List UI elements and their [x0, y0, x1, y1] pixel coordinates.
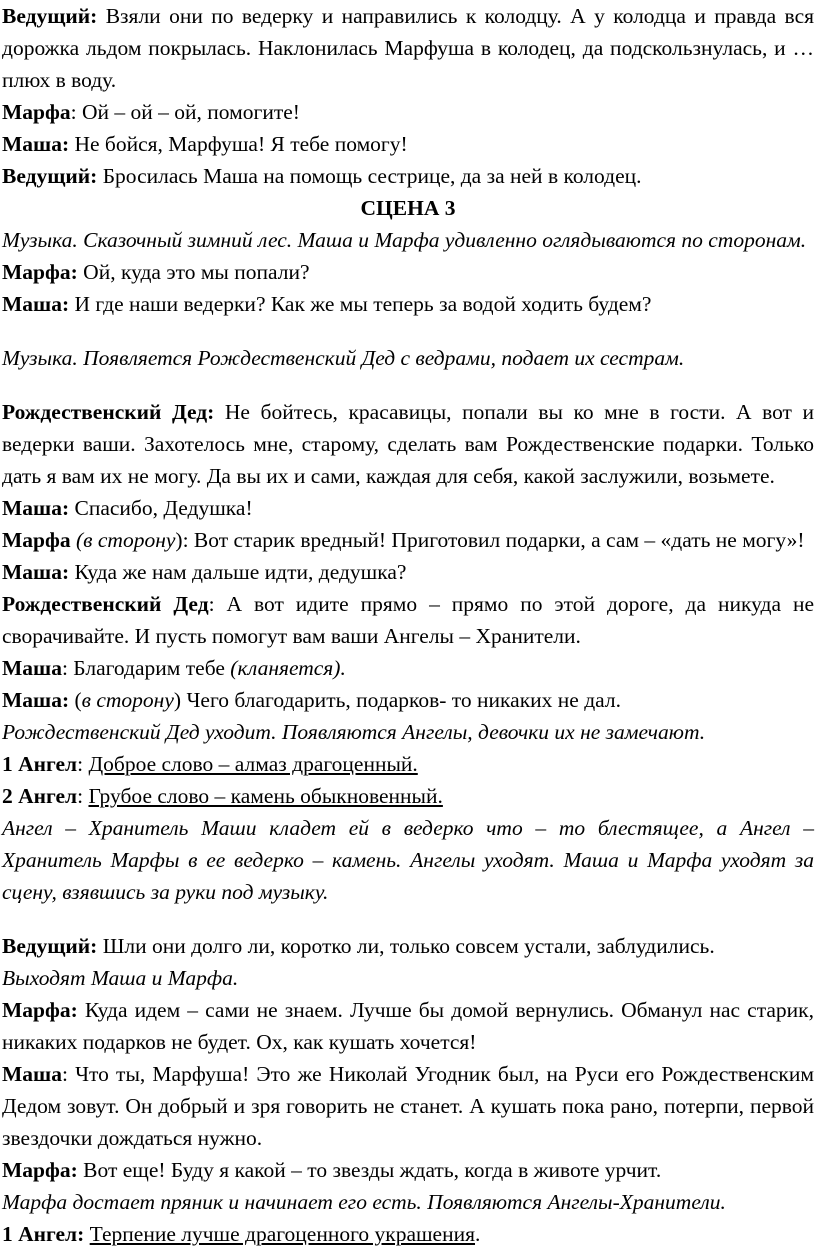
- speaker-marfa: Марфа:: [2, 260, 78, 284]
- line-masha: Маша: Благодарим тебе (кланяется).: [2, 656, 346, 680]
- speaker-marfa: Марфа:: [2, 1158, 78, 1182]
- speaker-masha: Маша:: [2, 132, 70, 156]
- line-masha: Маша: И где наши ведерки? Как же мы теперь за водой ходить будем?: [2, 292, 652, 316]
- speaker-narrator: Ведущий:: [2, 164, 98, 188]
- stage-direction: Музыка. Появляется Рождественский Дед с ведрами, подает их сестрам.: [2, 346, 685, 370]
- speaker-marfa: Марфа: [2, 100, 71, 124]
- speaker-marfa: Марфа: [2, 528, 71, 552]
- speaker-angel1: 1 Ангел: [2, 752, 78, 776]
- line-angel1: 1 Ангел: Доброе слово – алмаз драгоценный.: [2, 752, 418, 776]
- stage-direction: Выходят Маша и Марфа.: [2, 966, 239, 990]
- line-narrator: Ведущий: Взяли они по ведерку и направились к колодцу. А у колодца и правда вся дорожка льдом покрылась. Наклонилась Марфуша в колодец, да подскользнулась, и …плюх в воду.: [2, 4, 814, 92]
- line-ded: Рождественский Дед: Не бойтесь, красавицы, попали вы ко мне в гости. А вот и ведерки ваши. Захотелось мне, старому, сделать вам Рождественские подарки. Только дать я вам их не могу. Да вы их и сами, каждая для себя, какой заслужили, возьмете.: [2, 400, 815, 488]
- speaker-masha: Маша:: [2, 496, 70, 520]
- speaker-masha: Маша:: [2, 560, 70, 584]
- speaker-narrator: Ведущий:: [2, 4, 98, 28]
- line-masha: Маша: Куда же нам дальше идти, дедушка?: [2, 560, 407, 584]
- line-masha: Маша: (в сторону) Чего благодарить, подарков- то никаких не дал.: [2, 688, 621, 712]
- line-angel1: 1 Ангел: Терпение лучше драгоценного украшения.: [2, 1222, 481, 1246]
- speaker-marfa: Марфа:: [2, 998, 78, 1022]
- line-marfa: Марфа: Ой, куда это мы попали?: [2, 260, 310, 284]
- speaker-ded: Рождественский Дед:: [2, 400, 215, 424]
- speaker-masha: Маша:: [2, 688, 70, 712]
- line-marfa: Марфа: Куда идем – сами не знаем. Лучше бы домой вернулись. Обманул нас старик, никаких подарков не будет. Ох, как кушать хочется!: [2, 998, 815, 1054]
- speaker-masha: Маша: [2, 1062, 62, 1086]
- speaker-narrator: Ведущий:: [2, 934, 98, 958]
- line-masha: Маша: Что ты, Марфуша! Это же Николай Угодник был, на Руси его Рождественским Дедом зовут. Он добрый и зря говорить не станет. А кушать пока рано, потерпи, первой звездочки дождаться нужно.: [2, 1062, 814, 1150]
- line-marfa: Марфа (в сторону): Вот старик вредный! Приготовил подарки, а сам – «дать не могу»!: [2, 528, 805, 552]
- stage-direction: Рождественский Дед уходит. Появляются Ангелы, девочки их не замечают.: [2, 720, 706, 744]
- line-marfa: Марфа: Вот еще! Буду я какой – то звезды ждать, когда в животе урчит.: [2, 1158, 662, 1182]
- speaker-masha: Маша: [2, 656, 62, 680]
- speaker-angel2: 2 Ангел: [2, 784, 78, 808]
- line-ded: Рождественский Дед: А вот идите прямо – прямо по этой дороге, да никуда не сворачивайте. И пусть помогут вам ваши Ангелы – Хранители.: [2, 592, 815, 648]
- line-marfa: Марфа: Ой – ой – ой, помогите!: [2, 100, 300, 124]
- line-narrator: Ведущий: Шли они долго ли, коротко ли, только совсем устали, заблудились.: [2, 934, 715, 958]
- line-narrator: Ведущий: Бросилась Маша на помощь сестрице, да за ней в колодец.: [2, 164, 642, 188]
- scene-heading: СЦЕНА 3: [360, 196, 456, 220]
- stage-direction: Марфа достает пряник и начинает его есть. Появляются Ангелы-Хранители.: [2, 1190, 726, 1214]
- stage-direction: Музыка. Сказочный зимний лес. Маша и Марфа удивленно оглядываются по сторонам.: [2, 228, 807, 252]
- stage-direction: Ангел – Хранитель Маши кладет ей в ведерко что – то блестящее, а Ангел – Хранитель Марфы в ее ведерко – камень. Ангелы уходят. Маша и Марфа уходят за сцену, взявшись за руки под музыку.: [2, 816, 814, 904]
- speaker-angel1: 1 Ангел:: [2, 1222, 85, 1246]
- speaker-ded: Рождественский Дед: [2, 592, 209, 616]
- speaker-masha: Маша:: [2, 292, 70, 316]
- line-angel2: 2 Ангел: Грубое слово – камень обыкновенный.: [2, 784, 443, 808]
- line-masha: Маша: Спасибо, Дедушка!: [2, 496, 253, 520]
- line-masha: Маша: Не бойся, Марфуша! Я тебе помогу!: [2, 132, 408, 156]
